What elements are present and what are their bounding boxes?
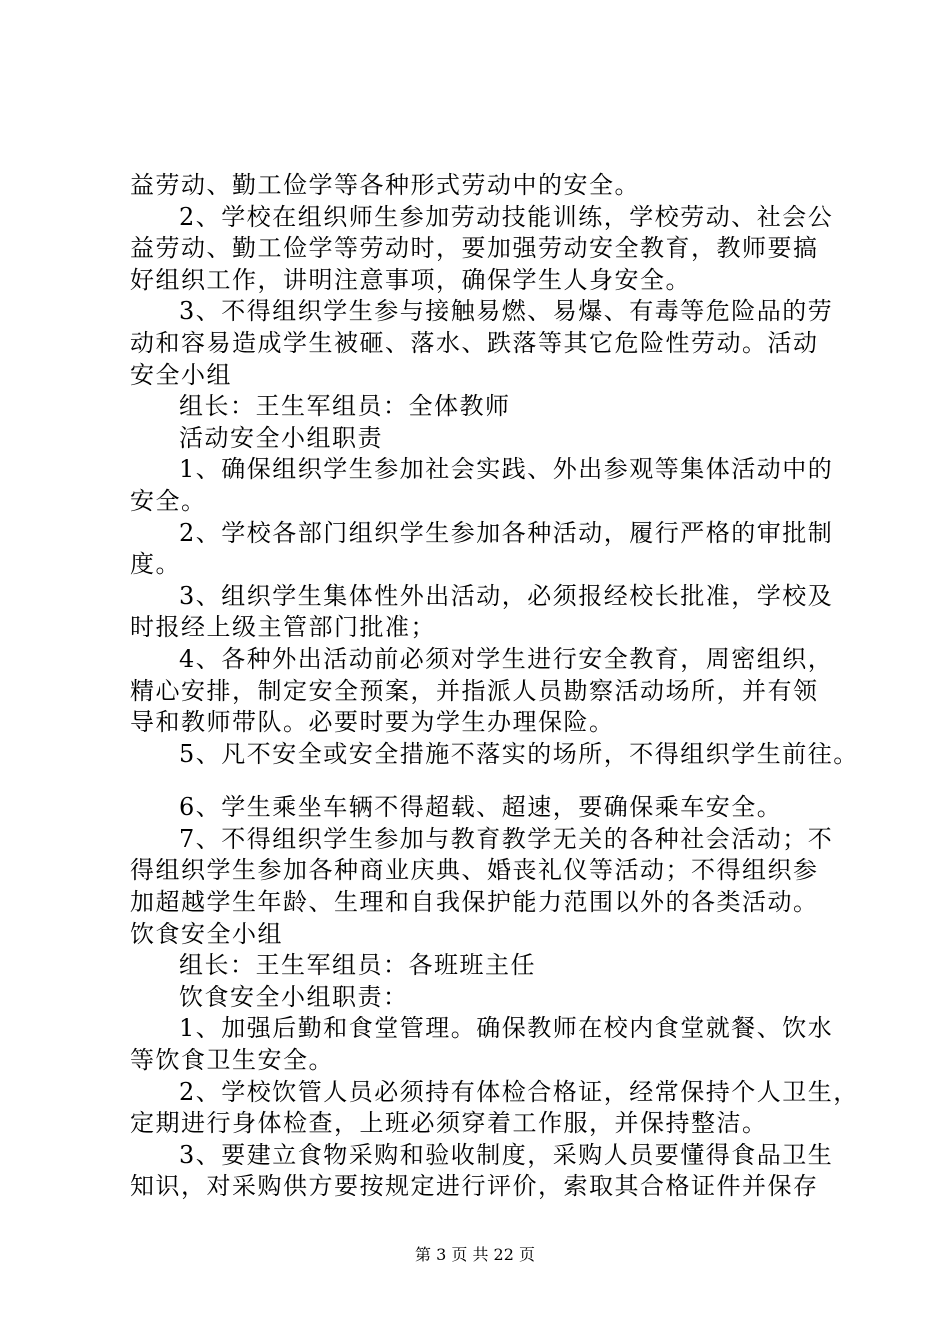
text-line: 定期进行身体检查，上班必须穿着工作服，并保持整洁。 — [130, 1109, 768, 1138]
text-line: 导和教师带队。必要时要为学生办理保险。 — [130, 708, 615, 737]
section-heading: 活动安全小组职责 — [179, 423, 383, 452]
paragraph-line: 1、确保组织学生参加社会实践、外出参观等集体活动中的 — [179, 455, 834, 484]
section-heading: 饮食安全小组 — [130, 919, 283, 948]
paragraph-line: 7、不得组织学生参加与教育教学无关的各种社会活动；不 — [179, 824, 834, 853]
paragraph-line: 2、学校各部门组织学生参加各种活动，履行严格的审批制 — [179, 518, 834, 547]
paragraph-line: 3、要建立食物采购和验收制度，采购人员要懂得食品卫生 — [179, 1140, 834, 1169]
text-line: 安全。 — [130, 486, 207, 515]
paragraph-gap — [130, 770, 842, 792]
paragraph-line: 3、不得组织学生参与接触易燃、易爆、有毒等危险品的劳 — [179, 297, 834, 326]
text-line: 安全小组 — [130, 360, 232, 389]
group-members-line: 组长：王生军组员：全体教师 — [179, 392, 511, 421]
document-body — [130, 170, 859, 1203]
paragraph-line: 5、凡不安全或安全措施不落实的场所，不得组织学生前往。 — [179, 739, 859, 768]
text-line: 等饮食卫生安全。 — [130, 1046, 334, 1075]
text-line: 益劳动、勤工俭学等各种形式劳动中的安全。 — [130, 171, 640, 199]
paragraph-line: 6、学生乘坐车辆不得超载、超速，要确保乘车安全。 — [179, 793, 783, 822]
text-line: 得组织学生参加各种商业庆典、婚丧礼仪等活动；不得组织参 — [130, 856, 819, 885]
text-line: 度。 — [130, 550, 181, 579]
text-line: 知识，对采购供方要按规定进行评价，索取其合格证件并保存 — [130, 1172, 819, 1201]
text-line: 精心安排，制定安全预案，并指派人员勘察活动场所，并有领 — [130, 676, 819, 705]
text-line: 益劳动、勤工俭学等劳动时，要加强劳动安全教育，教师要搞 — [130, 234, 819, 263]
text-line: 加超越学生年龄、生理和自我保护能力范围以外的各类活动。 — [130, 888, 819, 917]
paragraph-line: 1、加强后勤和食堂管理。确保教师在校内食堂就餐、饮水 — [179, 1014, 834, 1043]
text-line: 时报经上级主管部门批准； — [130, 613, 436, 642]
paragraph-line: 2、学校饮管人员必须持有体检合格证，经常保持个人卫生， — [179, 1077, 859, 1106]
section-heading: 饮食安全小组职责： — [179, 982, 409, 1011]
text-line: 好组织工作，讲明注意事项，确保学生人身安全。 — [130, 265, 691, 294]
group-members-line: 组长：王生军组员：各班班主任 — [179, 951, 536, 980]
paragraph-line: 3、组织学生集体性外出活动，必须报经校长批准，学校及 — [179, 581, 834, 610]
page-number-footer: 第 3 页 共 22 页 — [415, 1245, 535, 1264]
paragraph-line: 4、各种外出活动前必须对学生进行安全教育，周密组织， — [179, 644, 834, 673]
text-line: 动和容易造成学生被砸、落水、跌落等其它危险性劳动。活动 — [130, 328, 819, 357]
paragraph-line: 2、学校在组织师生参加劳动技能训练，学校劳动、社会公 — [179, 202, 834, 231]
